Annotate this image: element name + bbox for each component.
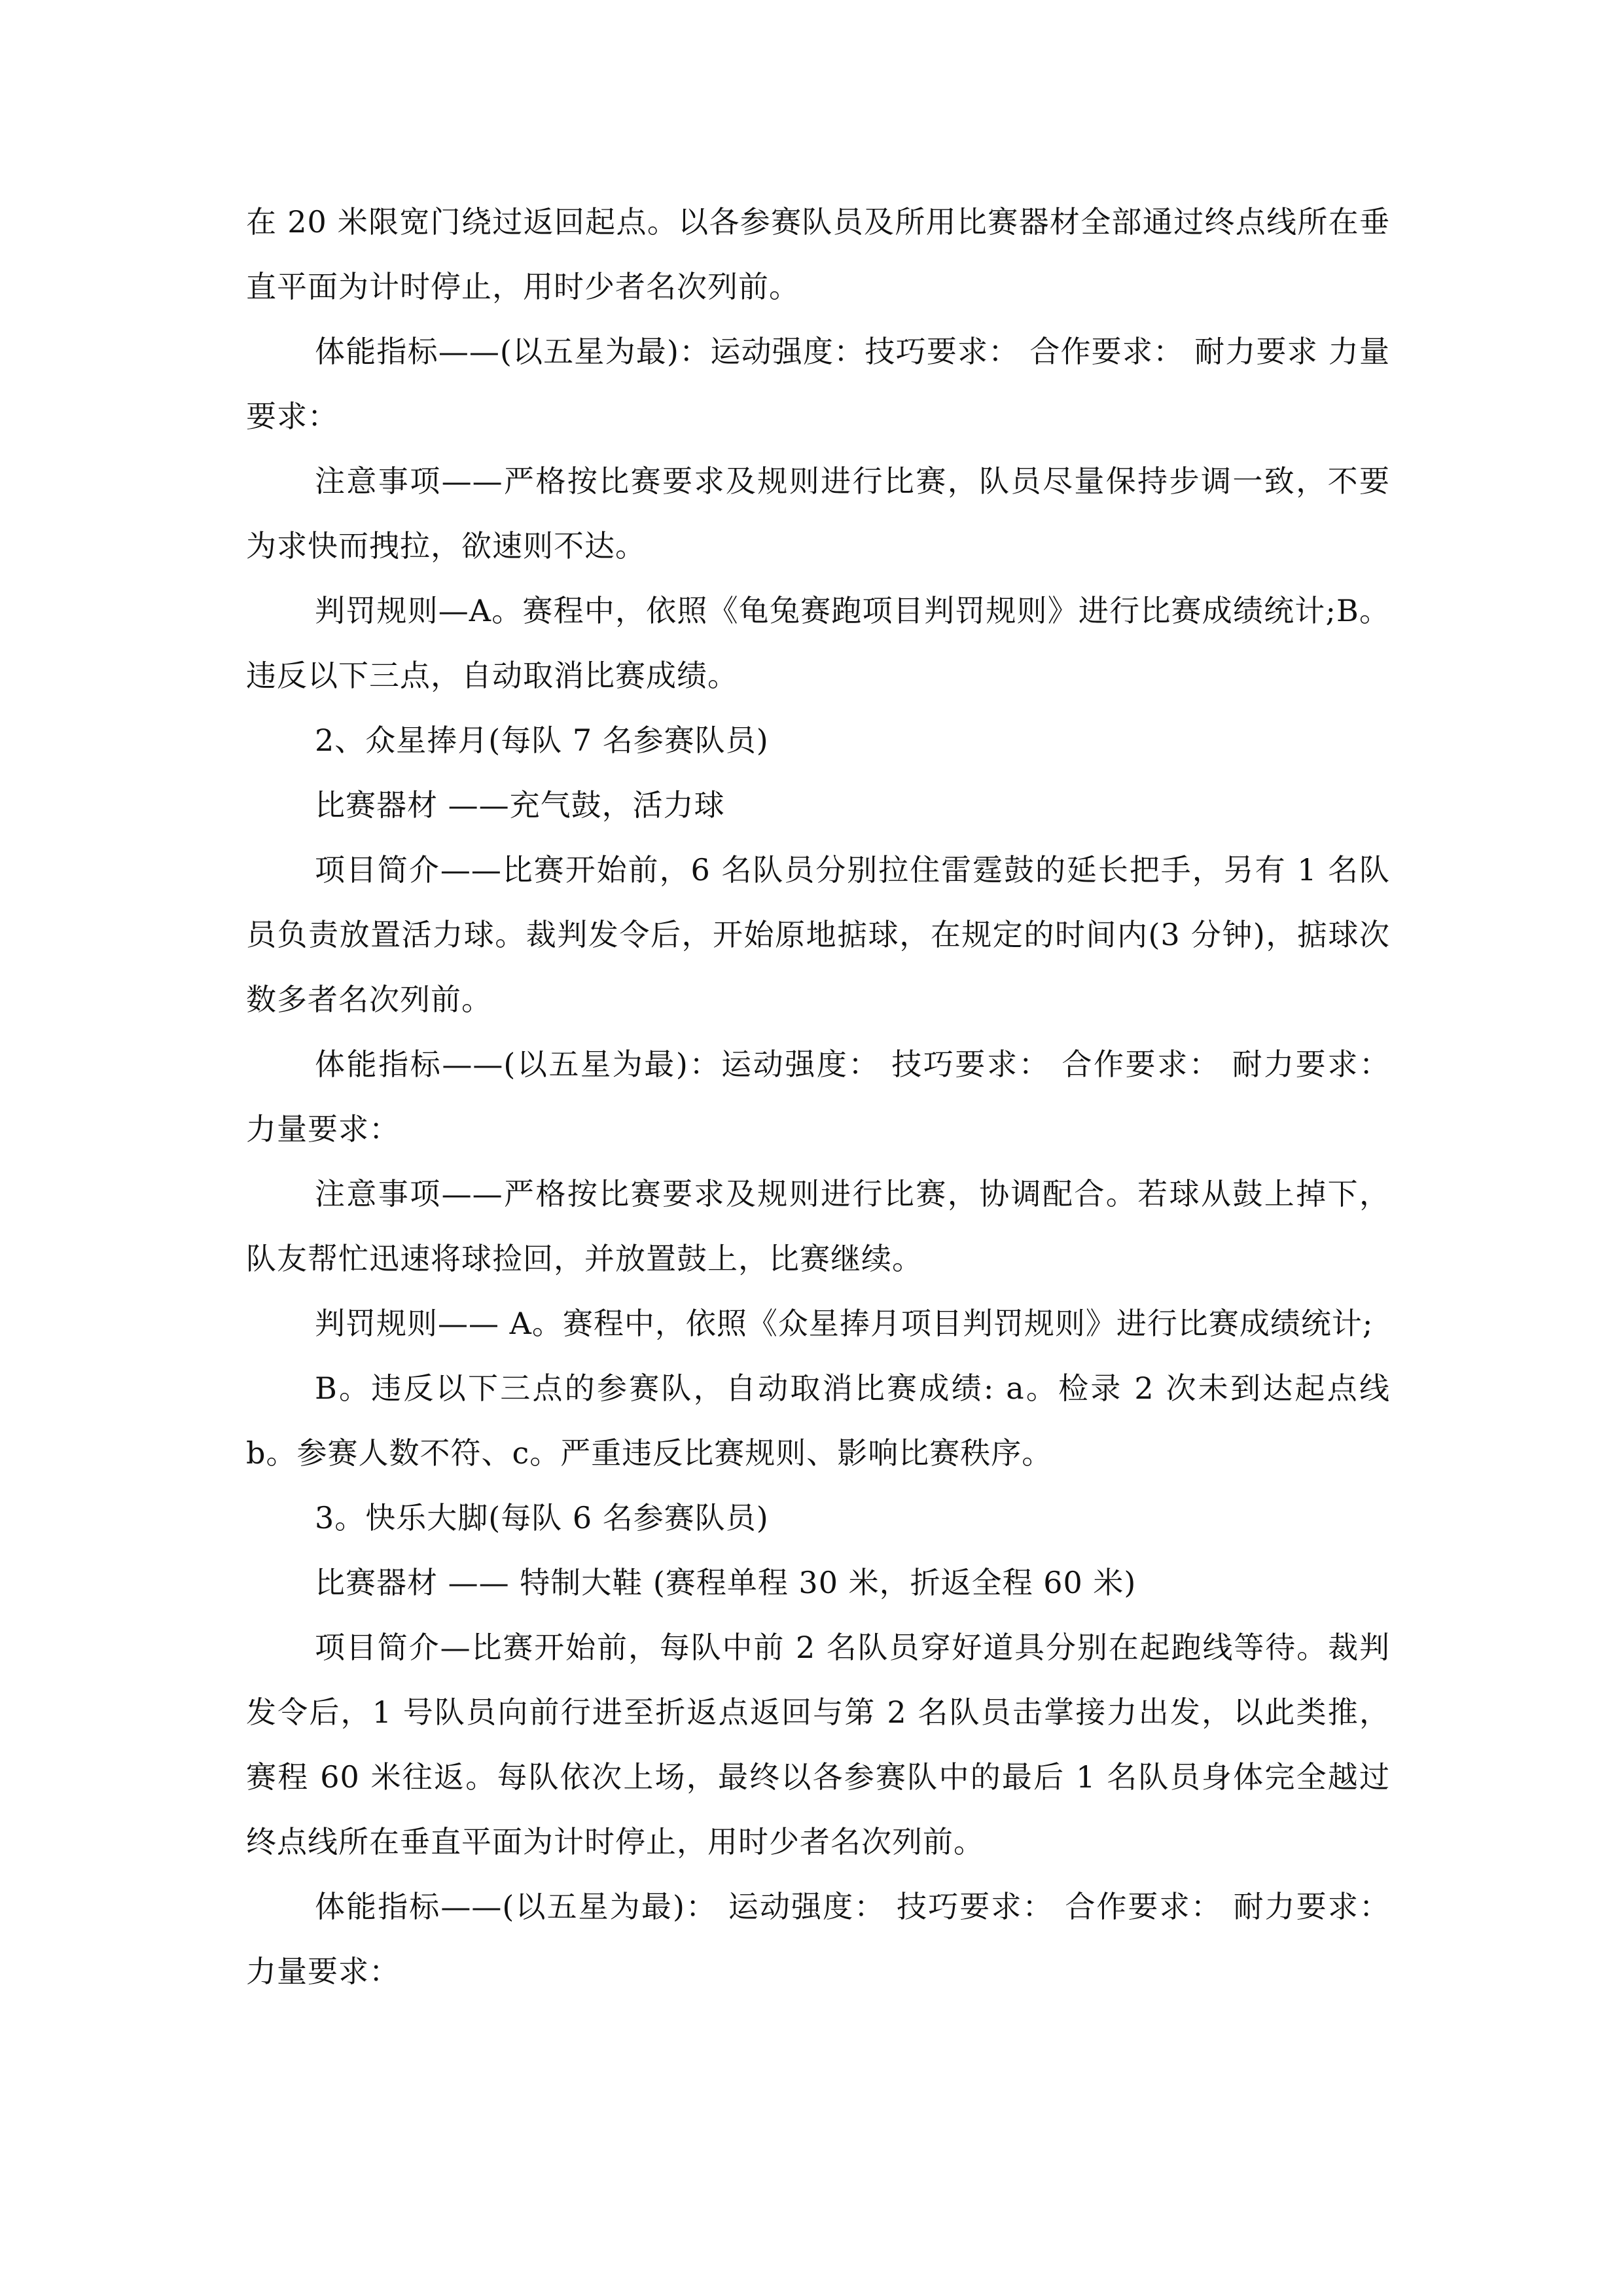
section-heading-3: 3。快乐大脚(每队 6 名参赛队员) xyxy=(315,1500,769,1535)
paragraph-introduction-2: 项目简介——比赛开始前，6 名队员分别拉住雷霆鼓的延长把手，另有 1 名队员负责放置活力球。裁判发令后，开始原地掂球，在规定的时间内(3 分钟)，掂球次数多者名次列前。 xyxy=(246,852,1390,1017)
paragraph-introduction-3: 项目简介—比赛开始前，每队中前 2 名队员穿好道具分别在起跑线等待。裁判发令后，1 号队员向前行进至折返点返回与第 2 名队员击掌接力出发，以此类推，赛程 60 米往返。每队依次上场，最终以各参赛队中的最后 1 名队员身体完全越过终点线所在垂直平面为计时停止，用时少者名次列前。 xyxy=(246,1630,1390,1859)
paragraph-penalty-rules-2a: 判罚规则—— A。赛程中，依照《众星捧月项目判罚规则》进行比赛成绩统计; xyxy=(315,1306,1374,1341)
paragraph-equipment-2: 比赛器材 ——充气鼓，活力球 xyxy=(315,787,725,823)
section-heading-2: 2、众星捧月(每队 7 名参赛队员) xyxy=(315,723,769,758)
paragraph-penalty-rules-1: 判罚规则—A。赛程中，依照《龟兔赛跑项目判罚规则》进行比赛成绩统计;B。违反以下三点，自动取消比赛成绩。 xyxy=(246,593,1390,693)
paragraph-fitness-indicator-3: 体能指标——(以五星为最)： 运动强度： 技巧要求： 合作要求： 耐力要求： 力量要求： xyxy=(246,1889,1390,1989)
paragraph-fitness-indicator-2: 体能指标——(以五星为最)：运动强度： 技巧要求： 合作要求： 耐力要求： 力量要求： xyxy=(246,1047,1390,1147)
document-body xyxy=(246,190,1390,2004)
paragraph-notes-1: 注意事项——严格按比赛要求及规则进行比赛，队员尽量保持步调一致，不要为求快而拽拉，欲速则不达。 xyxy=(246,463,1390,564)
paragraph-notes-2: 注意事项——严格按比赛要求及规则进行比赛，协调配合。若球从鼓上掉下，队友帮忙迅速将球捡回，并放置鼓上，比赛继续。 xyxy=(246,1176,1390,1276)
paragraph-continuation: 在 20 米限宽门绕过返回起点。以各参赛队员及所用比赛器材全部通过终点线所在垂直平面为计时停止，用时少者名次列前。 xyxy=(246,204,1390,304)
paragraph-fitness-indicator-1: 体能指标——(以五星为最)：运动强度：技巧要求： 合作要求： 耐力要求 力量要求： xyxy=(246,334,1390,434)
paragraph-penalty-rules-2b: B。违反以下三点的参赛队，自动取消比赛成绩: a。检录 2 次未到达起点线 b。参赛人数不符、c。严重违反比赛规则、影响比赛秩序。 xyxy=(246,1371,1390,1471)
paragraph-equipment-3: 比赛器材 —— 特制大鞋 (赛程单程 30 米，折返全程 60 米) xyxy=(315,1565,1137,1600)
